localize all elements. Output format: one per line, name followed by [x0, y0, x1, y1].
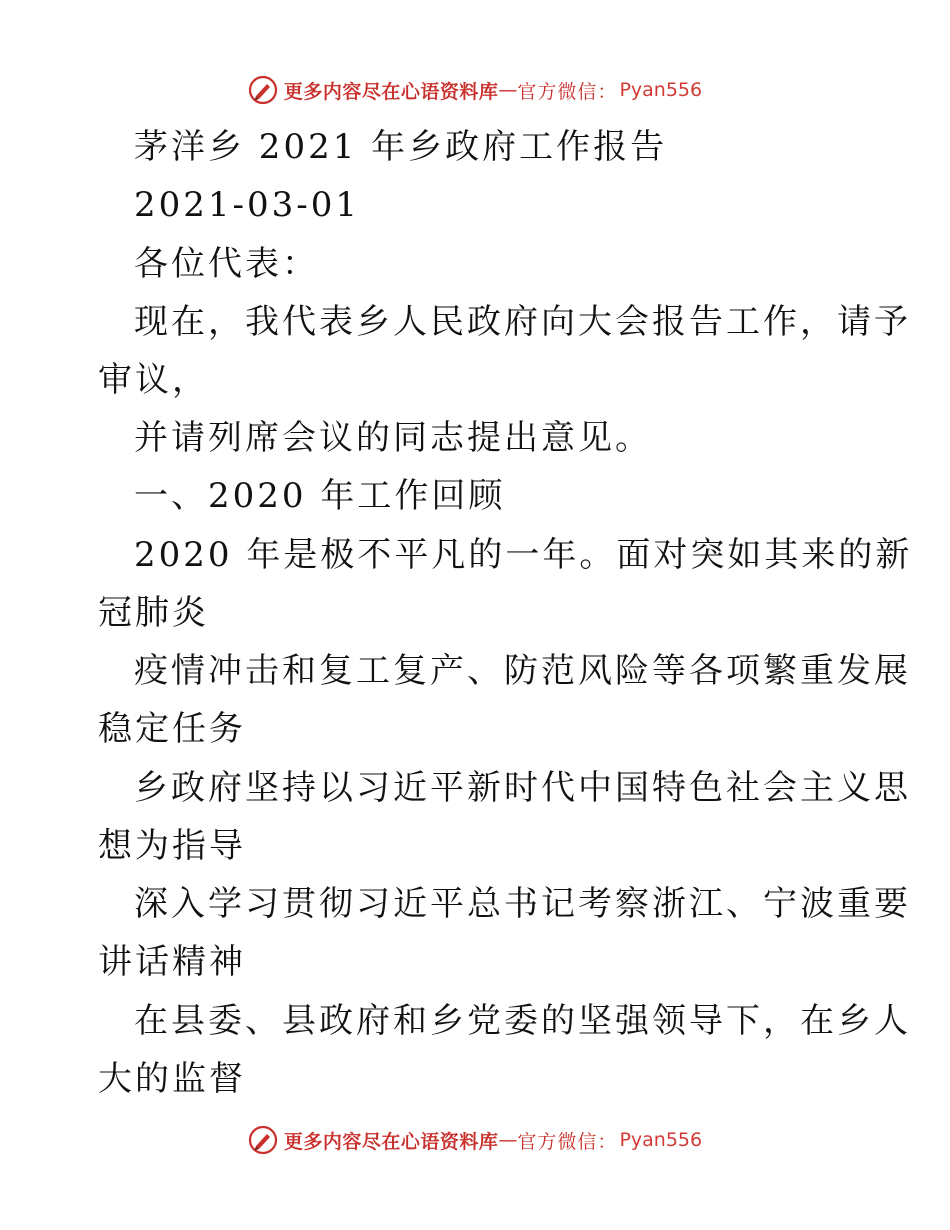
- pen-logo-icon: [248, 1125, 278, 1155]
- paragraph-line: 并请列席会议的同志提出意见。: [134, 418, 652, 458]
- document-title: 茅洋乡 2021 年乡政府工作报告: [134, 127, 668, 167]
- paragraph-line: 审议，: [98, 360, 209, 400]
- paragraph-line: 冠肺炎: [98, 593, 209, 633]
- banner-wechat-account: Pyan556: [619, 79, 703, 101]
- banner-lead-text: 更多内容尽在心语资料库: [283, 80, 499, 103]
- section-heading: 一、2020 年工作回顾: [134, 476, 506, 516]
- document-salutation: 各位代表：: [134, 244, 319, 284]
- paragraph-line: 乡政府坚持以习近平新时代中国特色社会主义思: [134, 768, 911, 808]
- paragraph-line: 2020 年是极不平凡的一年。面对突如其来的新: [134, 535, 913, 575]
- banner-wechat-label: 官方微信：: [517, 80, 618, 103]
- paragraph-line: 稳定任务: [98, 709, 246, 749]
- banner-lead-text: 更多内容尽在心语资料库: [283, 1130, 499, 1153]
- paragraph-line: 大的监督: [98, 1059, 246, 1099]
- banner-separator: —: [498, 79, 518, 101]
- paragraph-line: 想为指导: [98, 826, 246, 866]
- paragraph-line: 讲话精神: [98, 942, 246, 982]
- footer-banner: [0, 1120, 950, 1160]
- document-date: 2021-03-01: [134, 185, 361, 225]
- banner-wechat-account: Pyan556: [619, 1129, 703, 1151]
- banner-separator: —: [498, 1129, 518, 1151]
- paragraph-line: 深入学习贯彻习近平总书记考察浙江、宁波重要: [134, 884, 911, 924]
- banner-wechat-label: 官方微信：: [517, 1130, 618, 1153]
- paragraph-line: 在县委、县政府和乡党委的坚强领导下，在乡人: [134, 1001, 911, 1041]
- paragraph-line: 疫情冲击和复工复产、防范风险等各项繁重发展: [134, 651, 911, 691]
- paragraph-line: 现在，我代表乡人民政府向大会报告工作，请予: [134, 302, 911, 342]
